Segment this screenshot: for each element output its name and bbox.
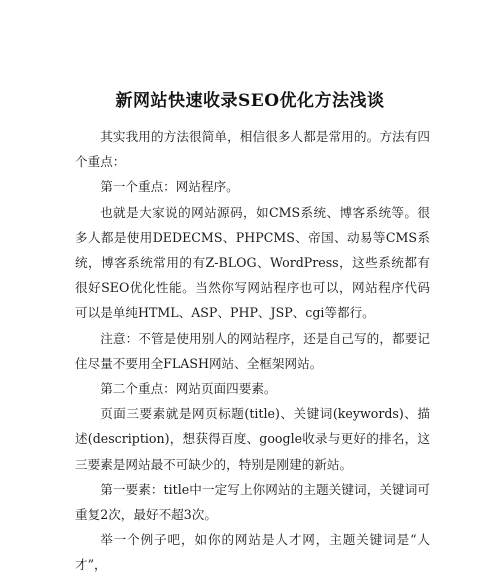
paragraph-website-source: 也就是大家说的网站源码，如CMS系统、博客系统等。很多人都是使用DEDECMS、PHPCMS、帝国、动易等CMS系统，博客系统常用的有Z-BLOG、WordPress，这些系统都有很好SEO优化性能。当然你写网站程序也可以，网站程序代码可以是单纯HTML、ASP、PHP、JSP、cgi等都行。 bbox=[75, 204, 430, 321]
document-body bbox=[75, 124, 430, 578]
document-title: 新网站快速收录SEO优化方法浅谈 bbox=[115, 91, 385, 111]
paragraph-first-element: 第一要素：title中一定写上你网站的主题关键词，关键词可重复2次，最好不超3次。 bbox=[75, 481, 430, 523]
paragraph-page-elements: 页面三要素就是网页标题(title)、关键词(keywords)、描述(description)，想获得百度、google收录与更好的排名，这三要素是网站最不可缺少的，特别是刚建的新站。 bbox=[75, 406, 430, 472]
paragraph-point-one-heading: 第一个重点：网站程序。 bbox=[100, 179, 239, 195]
paragraph-point-two-heading: 第二个重点：网站页面四要素。 bbox=[100, 381, 277, 397]
paragraph-note: 注意：不管是使用别人的网站程序，还是自己写的，都要记住尽量不要用全FLASH网站、全框架网站。 bbox=[75, 330, 430, 371]
paragraph-intro: 其实我用的方法很简单，相信很多人都是常用的。方法有四个重点： bbox=[75, 129, 430, 170]
paragraph-example: 举一个例子吧，如你的网站是人才网，主题关键词是“人才”， bbox=[75, 532, 430, 573]
